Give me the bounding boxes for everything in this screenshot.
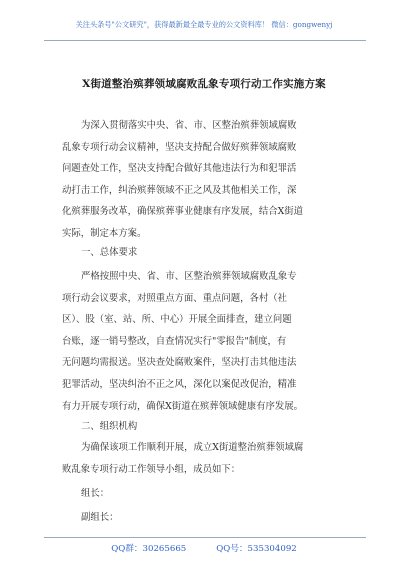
header-divider <box>44 40 366 41</box>
paragraph-line: 化殡葬服务改革，确保殡葬事业健康有序发展，结合X街道 <box>62 206 304 218</box>
section-heading-organization <box>62 416 354 438</box>
paragraph-line: 为确保该项工作顺利开展，成立X街道整治殡葬领域腐 <box>81 442 304 453</box>
footer-banner <box>0 542 408 554</box>
paragraph-line: 项行动会议要求，对照重点方面、重点问题，各村（社 <box>62 292 288 304</box>
paragraph-line: 实际，制定本方案。 <box>62 227 147 239</box>
section-heading-general-requirements <box>62 242 354 264</box>
paragraph-line: 严格按照中央、省、市、区整治殡葬领域腐败乱象专 <box>81 271 297 282</box>
paragraph-line: 区）、股（室、站、所、中心）开展全面排查，建立问题 <box>62 314 292 326</box>
deputy-leader-field <box>62 507 354 529</box>
paragraph-line: 犯罪活动，坚决纠治不正之风，深化以案促改促治，精准 <box>62 378 297 390</box>
section-heading: 一、总体要求 <box>81 247 138 258</box>
paragraph-line: 问题查处工作，坚决支持配合做好其他违法行为和犯罪活 <box>62 163 297 175</box>
paragraph-line: 动打击工作，纠治殡葬领域不正之风及其他相关工作，深 <box>62 184 297 196</box>
paragraph-line: 乱象专项行动会议精神，坚决支持配合做好殡葬领域腐败 <box>62 141 297 153</box>
footer-divider <box>44 537 366 538</box>
qq-group-text: QQ群：30265665 <box>111 544 187 554</box>
document-title: X街道整治殡葬领域腐败乱象专项行动工作实施方案 <box>82 78 326 90</box>
paragraph-line: 无问题均需报送。坚决查处腐败案件，坚决打击其他违法 <box>62 357 297 369</box>
header-banner: 关注头条号"公文研究"，获得最新最全最专业的公文资料库！ 微信：gongwenyj <box>75 20 333 29</box>
intro-paragraph <box>62 115 354 245</box>
team-leader-label: 组长： <box>81 488 110 499</box>
paragraph-line: 为深入贯彻落实中央、省、市、区整治殡葬领域腐败 <box>81 120 297 131</box>
section-heading: 二、组织机构 <box>81 421 138 432</box>
paragraph-line: 败乱象专项行动工作领导小组，成员如下： <box>62 463 241 475</box>
deputy-leader-label: 副组长： <box>81 512 119 523</box>
organization-paragraph <box>62 437 354 480</box>
qq-number-text: QQ号：535304092 <box>216 544 297 554</box>
team-leader-field <box>62 483 354 505</box>
general-requirements-paragraph <box>62 266 354 417</box>
paragraph-line: 有力开展专项行动，确保X街道在殡葬领域健康有序发展。 <box>62 400 304 412</box>
paragraph-line: 台账，逐一销号整改，自查情况实行"零报告"制度，有 <box>62 335 287 347</box>
